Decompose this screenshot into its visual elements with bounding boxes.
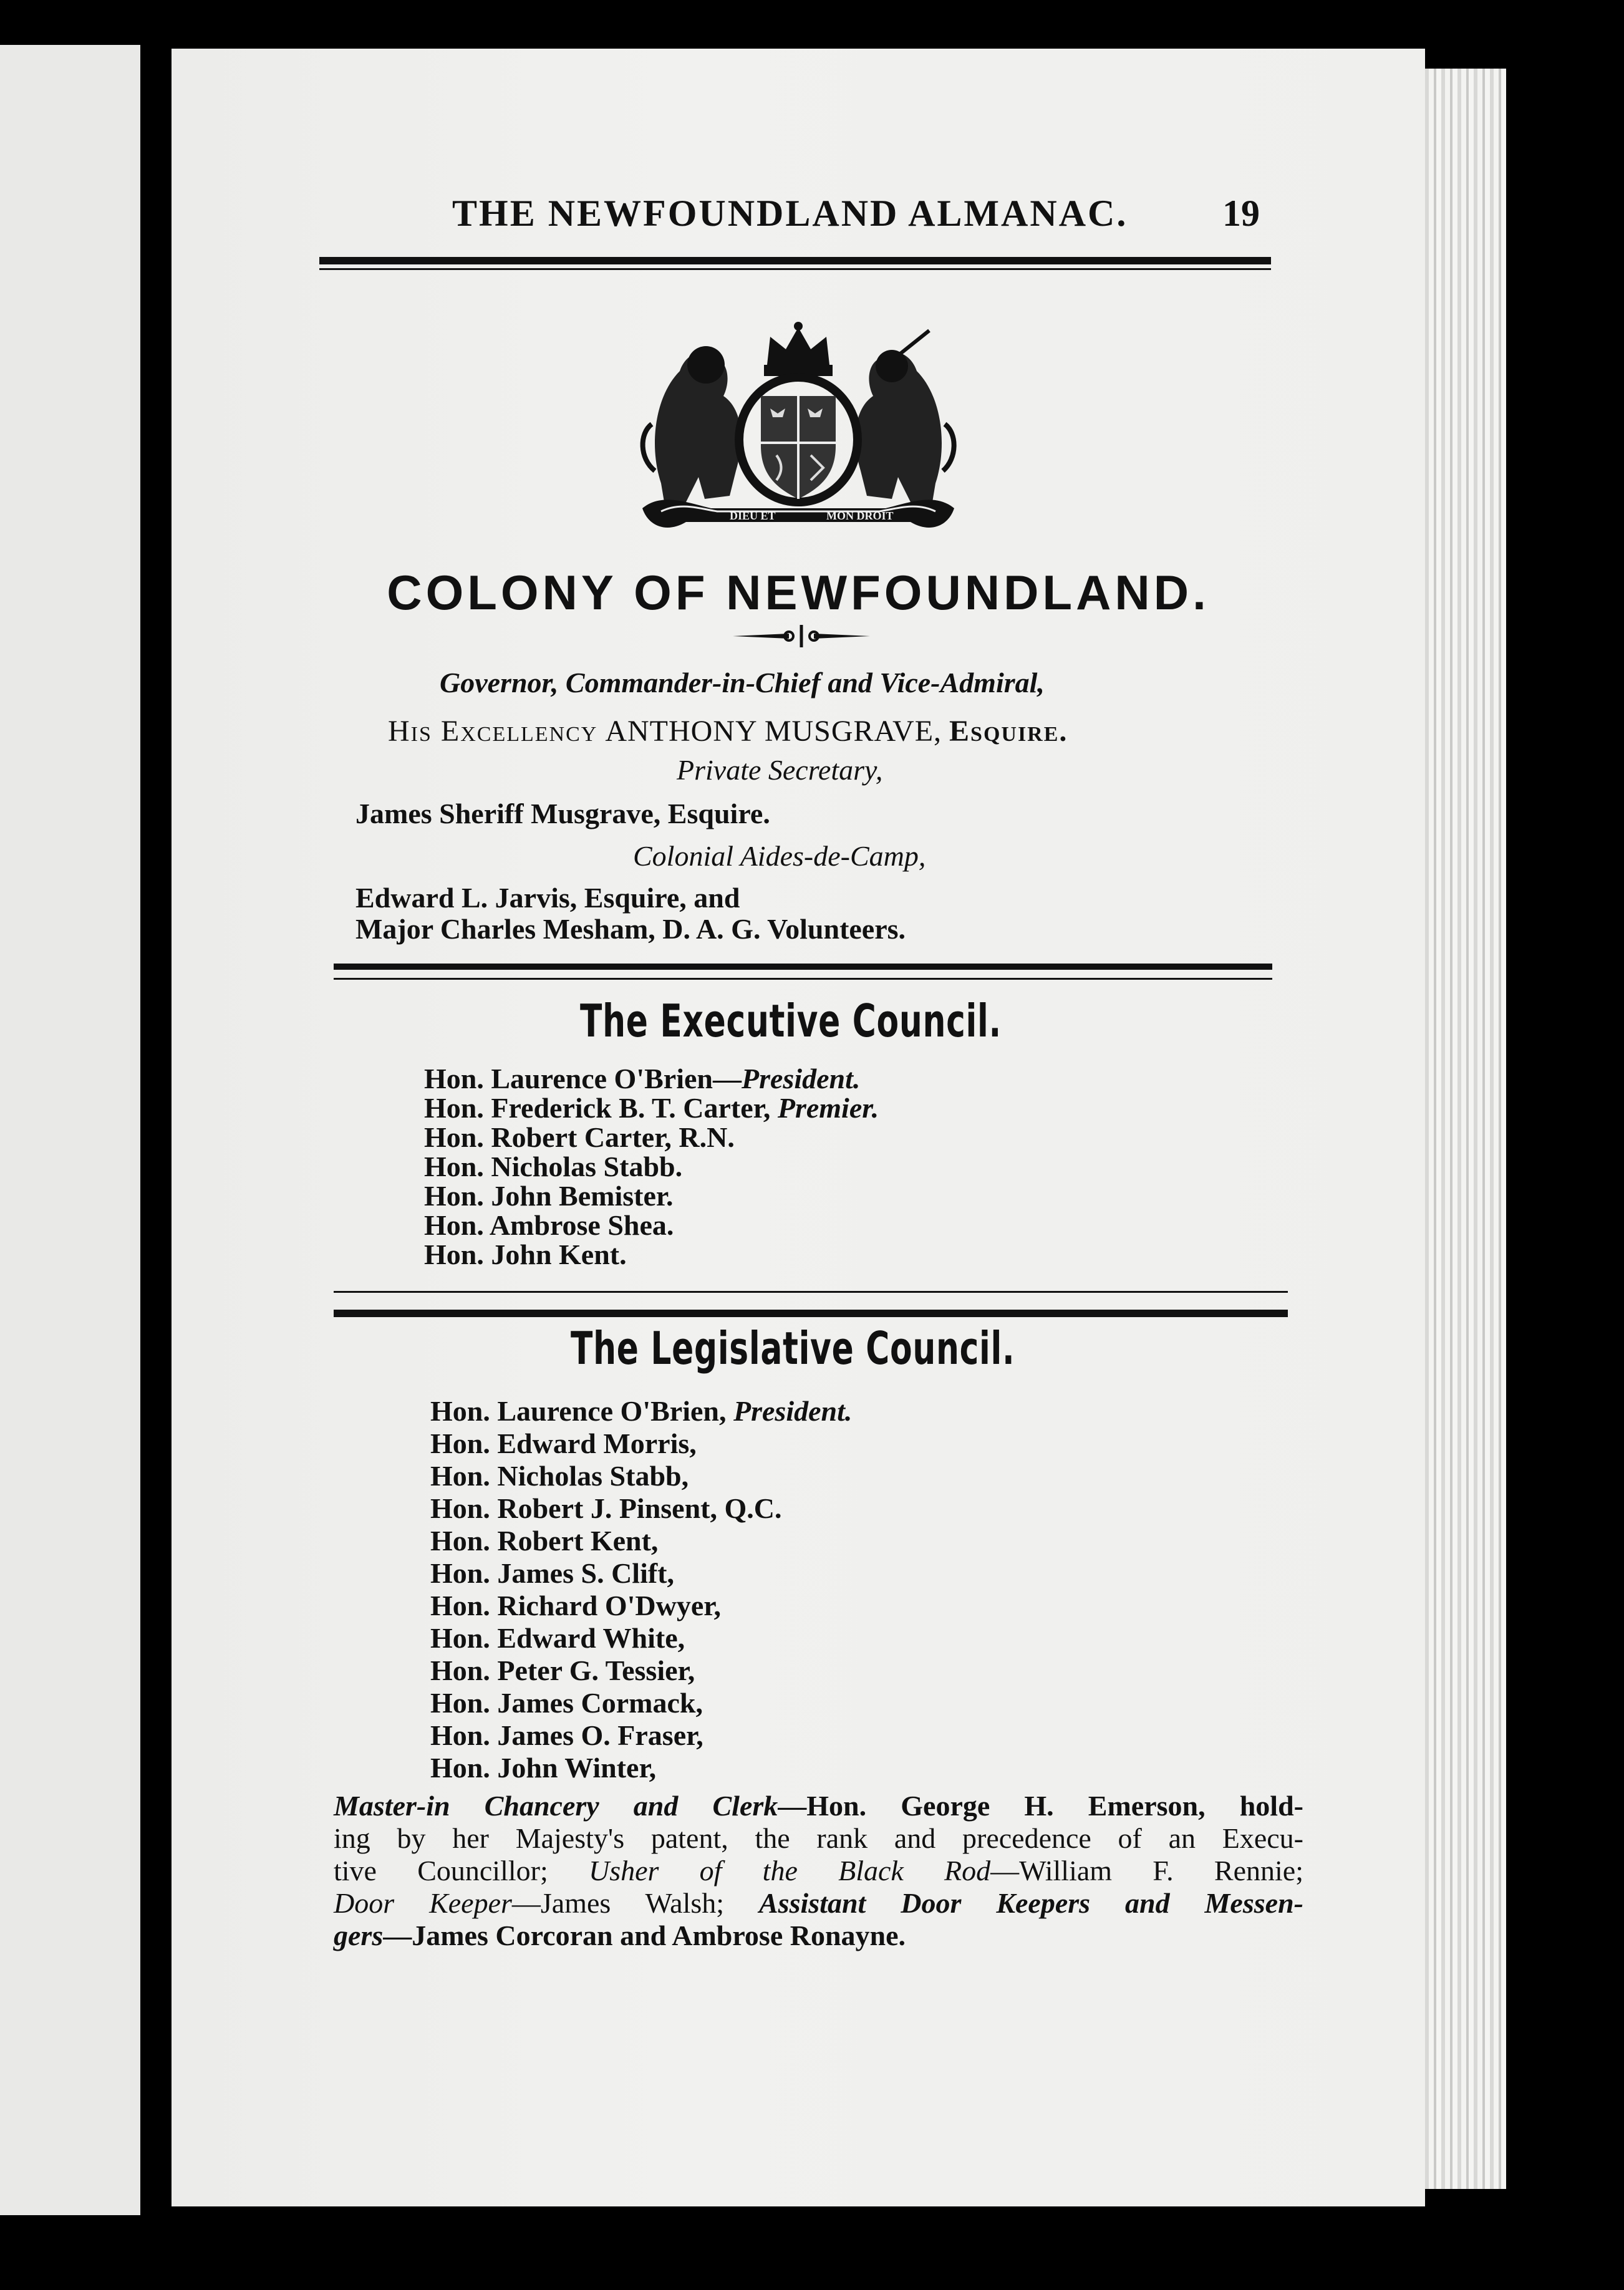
aides-line-1: Edward L. Jarvis, Esquire, and — [355, 882, 740, 914]
legislative-member: Hon. Peter G. Tessier, — [430, 1655, 695, 1686]
officers-line-1: Master-in Chancery and Clerk—Hon. George H. Emerson, hold- — [334, 1790, 1303, 1822]
legislative-council-title: The Legislative Council. — [571, 1322, 1015, 1374]
executive-member: Hon. Ambrose Shea. — [424, 1209, 674, 1241]
legislative-member: Hon. Robert Kent, — [430, 1525, 659, 1557]
secretary-role: Private Secretary, — [677, 754, 883, 786]
aides-line-2: Major Charles Mesham, D. A. G. Volunteers. — [355, 913, 906, 945]
executive-member: Hon. Frederick B. T. Carter, Premier. — [424, 1092, 879, 1124]
royal-coat-of-arms-icon — [636, 321, 960, 536]
legislative-member: Hon. Laurence O'Brien, President. — [430, 1395, 853, 1427]
legislative-member: Hon. Edward Morris, — [430, 1428, 697, 1459]
executive-member: Hon. Nicholas Stabb. — [424, 1151, 683, 1182]
officers-line-3: tive Councillor; Usher of the Black Rod—William F. Rennie; — [334, 1855, 1303, 1887]
running-header — [281, 192, 1303, 236]
motto-right-text: MON DROIT — [826, 510, 894, 522]
header-rule-thick — [319, 257, 1271, 264]
legislative-member: Hon. James O. Fraser, — [430, 1719, 703, 1751]
section-rule-thin — [334, 978, 1272, 980]
colony-title: COLONY OF NEWFOUNDLAND. — [387, 565, 1210, 620]
governor-role: Governor, Commander-in-Chief and Vice-Admiral, — [440, 667, 1045, 698]
legislative-member: Hon. Edward White, — [430, 1622, 685, 1654]
governor-name: ANTHONY MUSGRAVE, — [605, 715, 942, 748]
governor-line — [388, 716, 1068, 747]
legislative-member: Hon. Robert J. Pinsent, Q.C. — [430, 1492, 782, 1524]
executive-member: Hon. John Bemister. — [424, 1180, 674, 1212]
section-rule-thick — [334, 1310, 1288, 1317]
legislative-member: Hon. Nicholas Stabb, — [430, 1460, 689, 1492]
legislative-member: Hon. John Winter, — [430, 1752, 657, 1784]
executive-member: Hon. Laurence O'Brien—President. — [424, 1063, 861, 1094]
adjacent-page-edge — [0, 45, 140, 2215]
header-rule-thin — [319, 268, 1271, 270]
motto-left-text: DIEU ET — [730, 510, 776, 522]
running-title: THE NEWFOUNDLAND ALMANAC. — [452, 193, 1128, 234]
legislative-member: Hon. James S. Clift, — [430, 1557, 674, 1589]
executive-member: Hon. John Kent. — [424, 1239, 627, 1270]
page-edges — [1425, 69, 1506, 2189]
legislative-member: Hon. James Cormack, — [430, 1687, 703, 1719]
section-rule-thin — [334, 1291, 1288, 1293]
executive-council-title: The Executive Council. — [580, 995, 1002, 1047]
council-officers-paragraph — [334, 1790, 1303, 1952]
aides-role: Colonial Aides-de-Camp, — [633, 840, 926, 872]
governor-suffix: Esquire. — [949, 715, 1068, 748]
ornament-divider-icon — [727, 624, 876, 649]
officers-line-4: Door Keeper—James Walsh; Assistant Door Keepers and Messen- — [334, 1887, 1303, 1919]
executive-member: Hon. Robert Carter, R.N. — [424, 1121, 735, 1153]
officers-line-5: gers—James Corcoran and Ambrose Ronayne. — [334, 1920, 906, 1951]
governor-honorific: His Excellency — [388, 715, 598, 748]
page-number: 19 — [1222, 193, 1260, 234]
officers-line-2: ing by her Majesty's patent, the rank and precedence of an Execu- — [334, 1822, 1303, 1854]
secretary-name: James Sheriff Musgrave, Esquire. — [355, 798, 770, 829]
section-rule-thick — [334, 964, 1272, 970]
legislative-member: Hon. Richard O'Dwyer, — [430, 1590, 721, 1621]
